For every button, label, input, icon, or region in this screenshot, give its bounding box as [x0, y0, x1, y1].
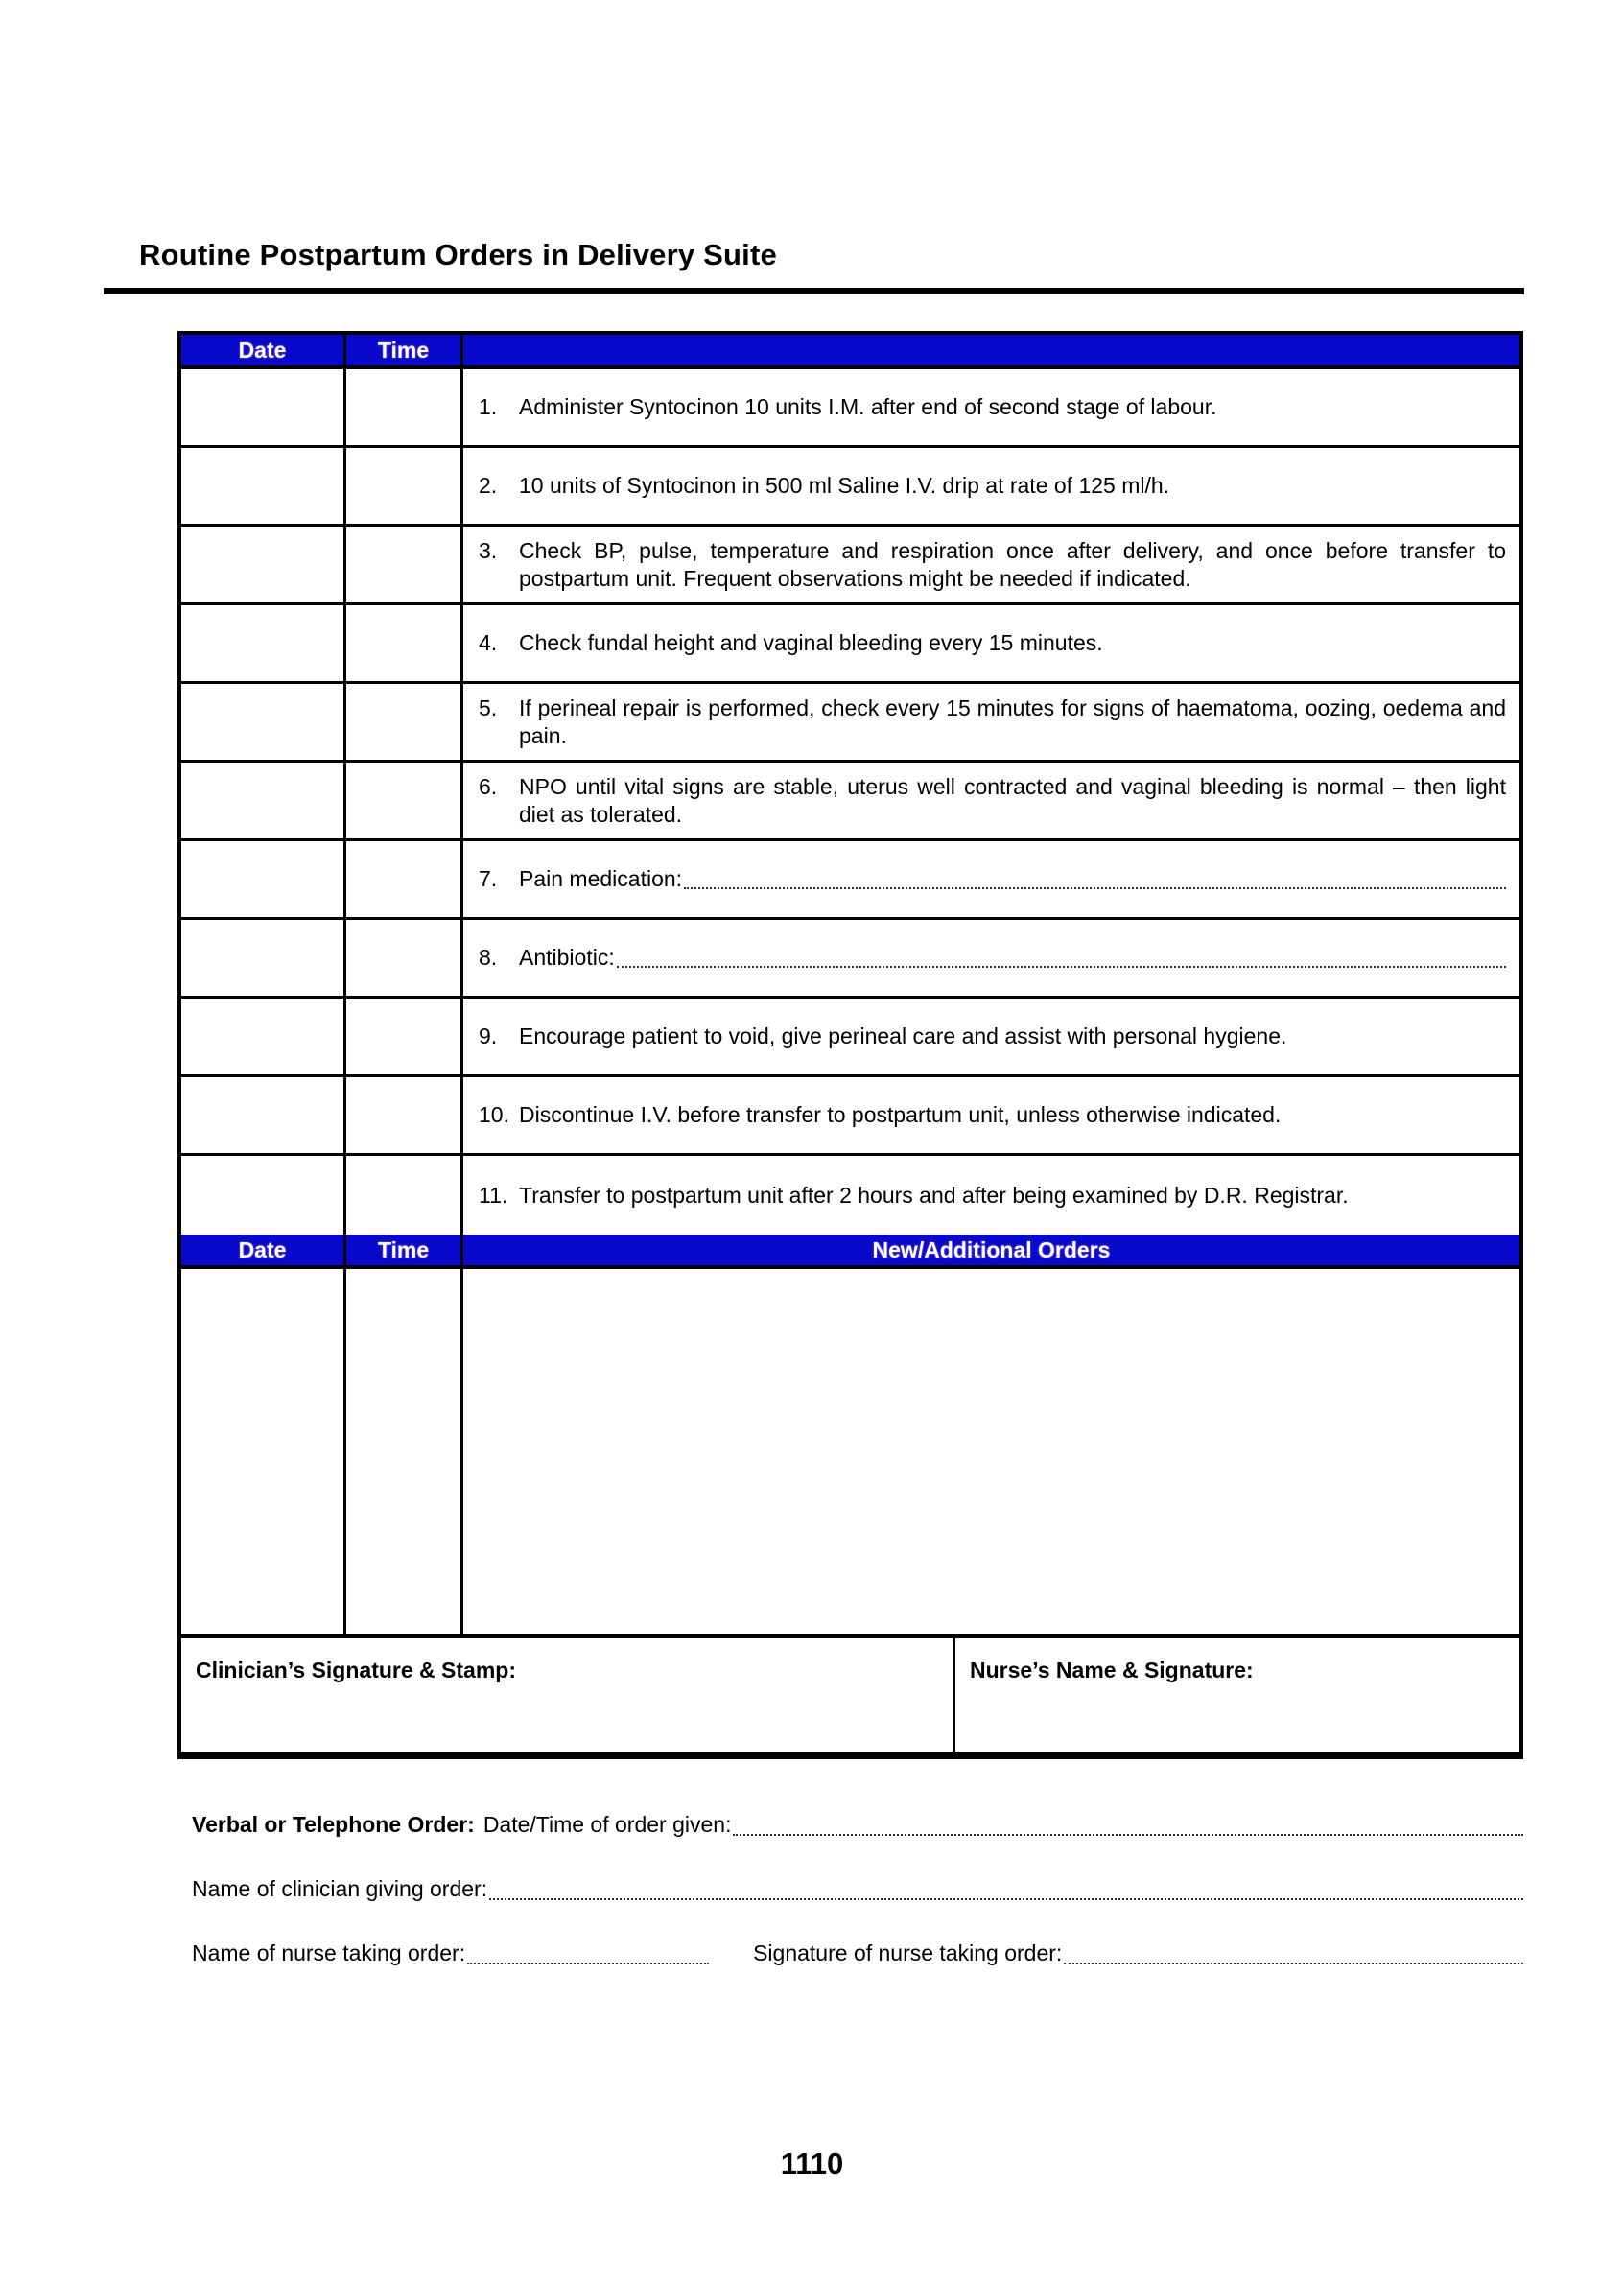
order-number: 8. — [479, 945, 498, 971]
column-header-time: Time — [346, 335, 463, 365]
time-cell — [346, 841, 463, 917]
dotted-fill-line — [733, 1834, 1523, 1836]
date-cell-blank — [181, 1269, 346, 1634]
time-cell — [346, 684, 463, 760]
nurse-signature-taking-label: Signature of nurse taking order: — [753, 1940, 1063, 1965]
order-number: 10. — [479, 1102, 509, 1128]
clinician-giving-order-label: Name of clinician giving order: — [192, 1875, 488, 1901]
order-number: 9. — [479, 1023, 498, 1049]
order-text — [519, 865, 1506, 893]
date-cell — [181, 1077, 346, 1153]
order-cell — [463, 920, 1519, 996]
date-cell — [181, 920, 346, 996]
nurse-signature-label: Nurse’s Name & Signature: — [970, 1658, 1254, 1682]
date-cell — [181, 369, 346, 445]
order-number: 1. — [479, 394, 498, 420]
order-cell — [463, 1077, 1519, 1153]
order-cell — [463, 369, 1519, 445]
order-text: Encourage patient to void, give perineal care and assist with personal hygiene. — [519, 1023, 1287, 1049]
verbal-order-section — [192, 1811, 1523, 2004]
nurse-taking-order-label: Name of nurse taking order: — [192, 1940, 466, 1965]
time-cell — [346, 369, 463, 445]
additional-orders-header-row — [181, 1235, 1519, 1269]
new-orders-write-area — [463, 1269, 1519, 1634]
dotted-fill-line — [1064, 1963, 1523, 1964]
date-cell — [181, 684, 346, 760]
order-number: 6. — [479, 773, 498, 799]
order-number: 7. — [479, 866, 498, 892]
nurse-taking-order-line — [192, 1940, 1523, 1968]
order-text: Check fundal height and vaginal bleeding every 15 minutes. — [519, 630, 1103, 656]
time-cell — [346, 763, 463, 838]
date-cell — [181, 605, 346, 681]
time-cell — [346, 999, 463, 1074]
verbal-order-label: Verbal or Telephone Order: — [192, 1812, 475, 1837]
order-row — [181, 684, 1519, 763]
order-cell — [463, 448, 1519, 524]
dotted-fill-line — [684, 887, 1506, 889]
page-number: 1110 — [780, 2147, 844, 2180]
order-row — [181, 920, 1519, 999]
order-number: 4. — [479, 630, 498, 656]
column-header-new-additional-orders: New/Additional Orders — [872, 1236, 1111, 1262]
column-header-orders-blank — [463, 335, 1519, 365]
order-number: 3. — [479, 537, 498, 563]
order-cell — [463, 763, 1519, 838]
order-row — [181, 1156, 1519, 1235]
time-cell — [346, 527, 463, 602]
order-row — [181, 763, 1519, 841]
date-cell — [181, 527, 346, 602]
date-cell — [181, 1156, 346, 1235]
order-text: 10 units of Syntocinon in 500 ml Saline I.V. drip at rate of 125 ml/h. — [519, 473, 1170, 499]
date-cell — [181, 763, 346, 838]
dotted-fill-line — [467, 1963, 709, 1964]
order-row — [181, 448, 1519, 527]
column-header-date: Date — [181, 335, 346, 365]
order-row — [181, 605, 1519, 684]
order-text — [519, 944, 1506, 972]
order-cell — [463, 999, 1519, 1074]
order-number: 11. — [479, 1182, 508, 1208]
time-cell-blank — [346, 1269, 463, 1634]
order-cell — [463, 1156, 1519, 1235]
order-cell — [463, 605, 1519, 681]
title-rule — [104, 288, 1524, 294]
order-cell — [463, 527, 1519, 602]
order-text: Check BP, pulse, temperature and respiration once after delivery, and once before transfer to postpartum unit. Frequent observations might be needed if indicated. — [519, 537, 1506, 591]
nurse-signature-cell — [955, 1638, 1519, 1752]
order-rows-container — [181, 369, 1519, 1235]
time-cell — [346, 448, 463, 524]
order-cell — [463, 684, 1519, 760]
time-cell — [346, 1077, 463, 1153]
date-cell — [181, 999, 346, 1074]
order-row — [181, 527, 1519, 605]
time-cell — [346, 920, 463, 996]
page-title: Routine Postpartum Orders in Delivery Suite — [139, 238, 777, 271]
time-cell — [346, 1156, 463, 1235]
order-text: NPO until vital signs are stable, uterus well contracted and vaginal bleeding is normal – then light diet as tolerated. — [519, 773, 1506, 827]
dotted-fill-line — [617, 966, 1506, 968]
order-number: 2. — [479, 473, 498, 499]
column-header-time: Time — [346, 1235, 463, 1265]
routine-orders-table — [177, 331, 1523, 1759]
verbal-order-line — [192, 1811, 1523, 1840]
order-row — [181, 1077, 1519, 1156]
order-row — [181, 841, 1519, 920]
clinician-signature-cell — [181, 1638, 955, 1752]
new-orders-blank-row — [181, 1269, 1519, 1638]
order-label: Antibiotic: — [519, 945, 615, 971]
order-text: Discontinue I.V. before transfer to postpartum unit, unless otherwise indicated. — [519, 1102, 1282, 1128]
table-header-row — [181, 335, 1519, 369]
order-text: If perineal repair is performed, check every 15 minutes for signs of haematoma, oozing, oedema and pain. — [519, 694, 1506, 748]
order-label: Pain medication: — [519, 866, 683, 892]
datetime-of-order-label: Date/Time of order given: — [482, 1812, 732, 1837]
order-text: Administer Syntocinon 10 units I.M. after end of second stage of labour. — [519, 394, 1217, 420]
order-row — [181, 369, 1519, 448]
time-cell — [346, 605, 463, 681]
dotted-fill-line — [489, 1898, 1523, 1900]
order-cell — [463, 841, 1519, 917]
order-row — [181, 999, 1519, 1077]
order-number: 5. — [479, 694, 498, 720]
signature-row — [181, 1638, 1519, 1752]
column-header-date: Date — [181, 1235, 346, 1265]
date-cell — [181, 448, 346, 524]
clinician-giving-order-line — [192, 1875, 1523, 1904]
clinician-signature-label: Clinician’s Signature & Stamp: — [196, 1658, 516, 1682]
order-text: Transfer to postpartum unit after 2 hours and after being examined by D.R. Registrar. — [519, 1182, 1349, 1208]
date-cell — [181, 841, 346, 917]
